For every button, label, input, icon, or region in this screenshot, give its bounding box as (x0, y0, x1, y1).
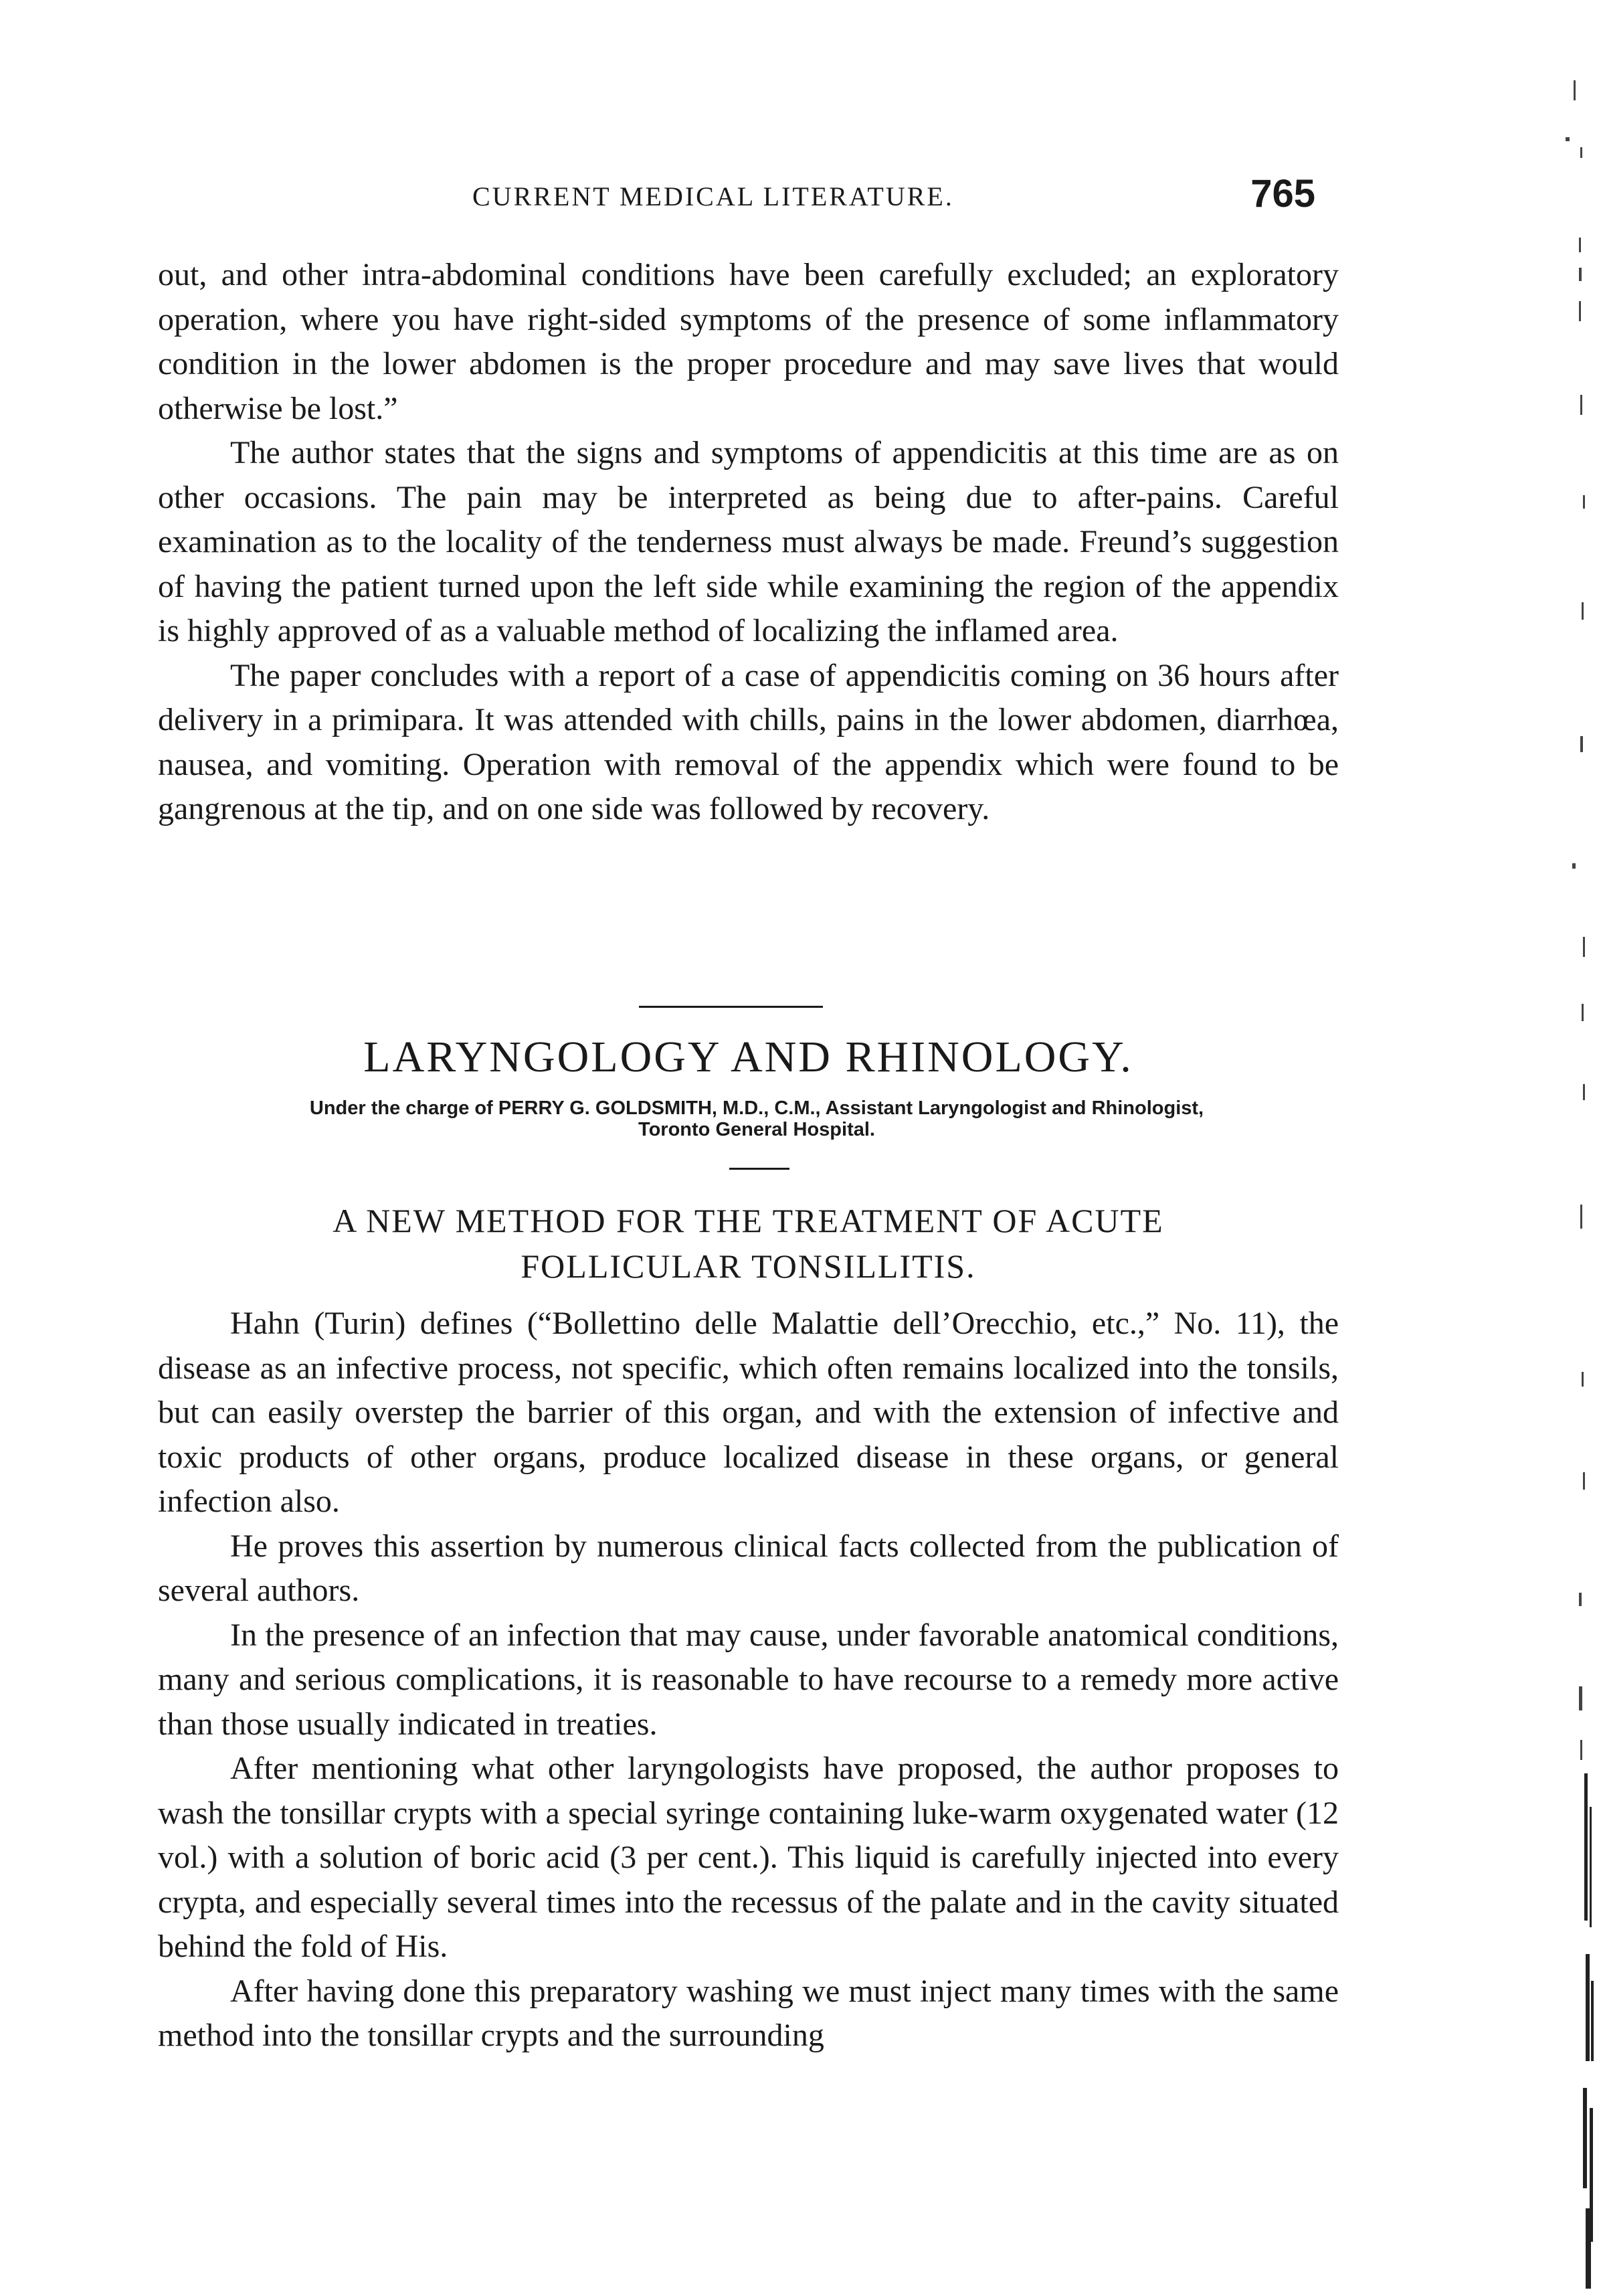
paragraph: The author states that the signs and symptoms of appendicitis at this time are as on other occasions. The pain may be interpreted as being due to after-pains. Careful examination as to the locality of the tenderness must always be made. Freund’s suggestion of having the patient turned upon the left side while examining the region of the appendix is highly approved of as a valuable method of localizing the inflamed area. (158, 435, 1339, 648)
paragraph: In the presence of an infection that may cause, under favorable anatomical conditions, many and serious complications, it is reasonable to have recourse to a remedy more active than those usually indicated in treaties. (158, 1617, 1339, 1742)
section-heading: LARYNGOLOGY AND RHINOLOGY. (363, 1033, 1133, 1081)
article-body (158, 1302, 1339, 2058)
running-head (158, 172, 1315, 226)
article-title-line: A NEW METHOD FOR THE TREATMENT OF ACUTE (333, 1202, 1164, 1239)
section-byline (158, 1097, 1355, 1140)
continued-article (158, 253, 1339, 832)
paragraph: Hahn (Turin) defines (“Bollettino delle Malattie dell’Orecchio, etc.,” No. 11), the disease as an infective process, not specific, which often remains localized into the tonsils, but can easily overstep the barrier of this organ, and with the extension of infective and toxic products of other organs, produce localized disease in these organs, or general infection also. (158, 1306, 1339, 1519)
paragraph: He proves this assertion by numerous clinical facts collected from the publication of several authors. (158, 1528, 1339, 1608)
byline-line: Under the charge of PERRY G. GOLDSMITH, M.D., C.M., Assistant Laryngologist and Rhinologist, (309, 1097, 1204, 1119)
paragraph: The paper concludes with a report of a case of appendicitis coming on 36 hours after delivery in a primipara. It was attended with chills, pains in the lower abdomen, diarrhœa, nausea, and vomiting. Operation with removal of the appendix which were found to be gangrenous at the tip, and on one side was followed by recovery. (158, 657, 1339, 826)
article-title (158, 1198, 1339, 1289)
short-rule (729, 1168, 789, 1170)
page-number: 765 (1250, 172, 1315, 215)
article-title-line: FOLLICULAR TONSILLITIS. (521, 1247, 976, 1285)
paragraph: After mentioning what other laryngologists have proposed, the author proposes to wash the tonsillar crypts with a special syringe containing luke-warm oxygenated water (12 vol.) with a solution of boric acid (3 per cent.). This liquid is carefully injected into every crypta, and especially several times into the recessus of the palate and in the cavity situated behind the fold of His. (158, 1751, 1339, 1964)
scan-edge-marks (1532, 0, 1599, 2296)
byline-line: Toronto General Hospital. (638, 1119, 875, 1140)
paragraph: After having done this preparatory washing we must inject many times with the same method into the tonsillar crypts and the surrounding (158, 1973, 1339, 2053)
running-title: CURRENT MEDICAL LITERATURE. (472, 181, 954, 211)
paragraph: out, and other intra-abdominal conditions have been carefully excluded; an exploratory operation, where you have right-sided symptoms of the presence of some inflammatory condition in the lower abdomen is the proper procedure and may save lives that would otherwise be lost.” (158, 257, 1339, 426)
section-rule (639, 1006, 823, 1008)
